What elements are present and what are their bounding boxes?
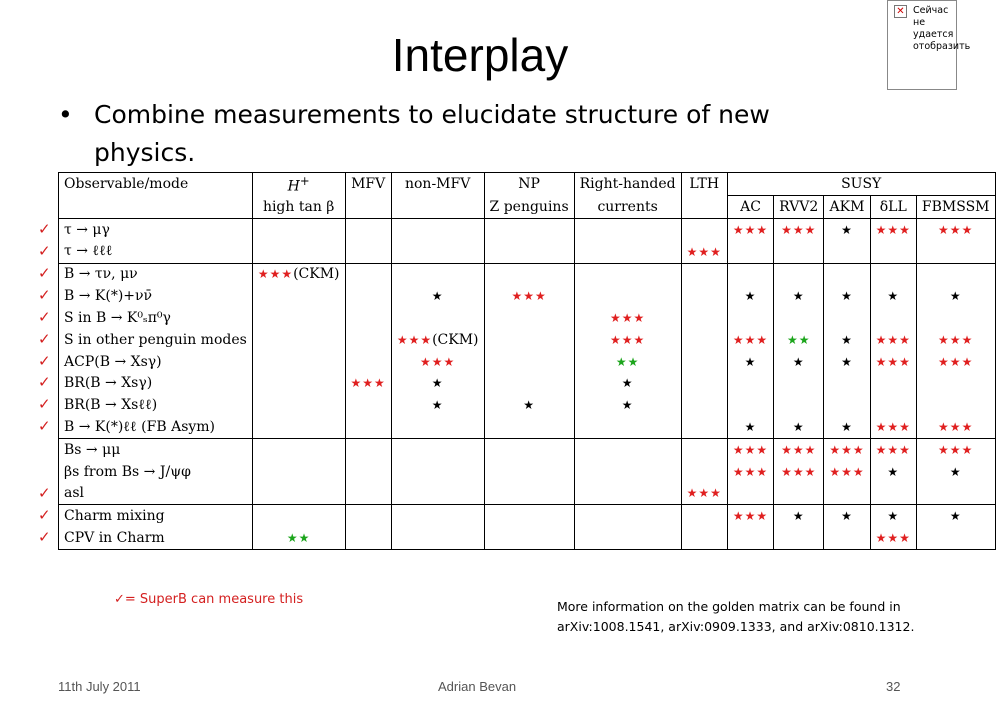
check-icon: ✓ <box>38 264 51 283</box>
rating-cell <box>824 329 870 351</box>
rating-cell <box>727 527 773 549</box>
rating-cell <box>681 241 727 263</box>
header-high-tan-beta: high tan β <box>252 196 345 219</box>
star-rating-icon: ★★★ <box>781 222 817 237</box>
observable-cell: B → τν, μν <box>59 263 253 285</box>
rating-cell <box>681 527 727 549</box>
star-rating-icon: ★★★ <box>420 354 456 369</box>
rating-cell <box>484 527 574 549</box>
check-icon: ✓ <box>38 219 51 238</box>
observable-cell: ACP(B → Xsγ) <box>59 351 253 373</box>
header-z-penguins: Z penguins <box>484 196 574 219</box>
rating-cell <box>484 241 574 263</box>
rating-cell <box>484 438 574 460</box>
check-icon: ✓ <box>38 286 51 305</box>
rating-cell <box>916 307 995 329</box>
rating-cell <box>824 307 870 329</box>
star-rating-icon: ★★★ <box>829 442 865 457</box>
check-icon: ✓ <box>38 506 51 524</box>
rating-cell <box>727 394 773 416</box>
table-row <box>59 307 996 329</box>
rating-cell <box>774 527 824 549</box>
rating-cell <box>345 394 391 416</box>
star-rating-icon: ★ <box>744 354 757 369</box>
rating-cell <box>727 285 773 307</box>
rating-cell <box>484 373 574 395</box>
rating-cell <box>484 461 574 483</box>
rating-cell <box>824 241 870 263</box>
star-rating-icon: ★★★ <box>875 531 911 546</box>
rating-cell <box>916 483 995 505</box>
table-header-row-1 <box>59 173 996 196</box>
star-rating-icon: ★★★ <box>875 354 911 369</box>
rating-cell <box>391 241 484 263</box>
rating-cell <box>870 461 916 483</box>
rating-cell <box>916 438 995 460</box>
rating-cell <box>252 373 345 395</box>
observable-cell: τ → μγ <box>59 219 253 241</box>
star-rating-icon: ★★ <box>615 354 640 369</box>
rating-cell <box>252 527 345 549</box>
rating-cell <box>574 285 681 307</box>
star-rating-icon: ★★★ <box>938 354 974 369</box>
rating-cell <box>916 241 995 263</box>
check-icon: ✓ <box>38 329 51 348</box>
rating-cell <box>870 285 916 307</box>
rating-cell <box>916 263 995 285</box>
star-rating-icon: ★ <box>949 289 962 304</box>
rating-cell <box>681 461 727 483</box>
rating-cell <box>774 483 824 505</box>
footer-page-number: 32 <box>886 679 901 694</box>
rating-cell <box>391 219 484 241</box>
check-icon: ✓ <box>38 351 51 370</box>
rating-cell <box>681 483 727 505</box>
rating-cell <box>681 394 727 416</box>
table-row <box>59 461 996 483</box>
rating-cell <box>774 438 824 460</box>
star-rating-icon: ★★★ <box>829 464 865 479</box>
rating-cell <box>824 285 870 307</box>
star-rating-icon: ★★★ <box>732 442 769 457</box>
observable-cell: BR(B → Xsγ) <box>59 373 253 395</box>
rating-cell <box>681 373 727 395</box>
star-rating-icon: ★ <box>949 509 962 524</box>
rating-cell <box>391 351 484 373</box>
rating-cell <box>681 285 727 307</box>
table-row <box>59 263 996 285</box>
rating-cell <box>345 483 391 505</box>
observable-cell: S in other penguin modes <box>59 329 253 351</box>
rating-cell <box>727 461 773 483</box>
header-akm: AKM <box>824 196 870 219</box>
golden-matrix-table <box>58 172 996 550</box>
rating-cell <box>870 394 916 416</box>
rating-cell <box>681 307 727 329</box>
observable-cell: βs from Bs → J/ψφ <box>59 461 253 483</box>
rating-cell <box>870 307 916 329</box>
header-ac: AC <box>727 196 773 219</box>
star-rating-icon: ★ <box>792 420 805 435</box>
rating-cell <box>727 263 773 285</box>
rating-cell <box>824 461 870 483</box>
star-rating-icon: ★ <box>621 376 634 391</box>
rating-cell <box>252 461 345 483</box>
rating-cell <box>916 416 995 438</box>
table-row <box>59 483 996 505</box>
check-icon: ✓ <box>38 373 51 392</box>
star-rating-icon: ★ <box>744 289 757 304</box>
rating-cell <box>681 505 727 527</box>
table-row <box>59 438 996 460</box>
observable-cell: B → K(*)ℓℓ (FB Asym) <box>59 416 253 438</box>
rating-cell <box>252 438 345 460</box>
rating-cell <box>774 263 824 285</box>
star-rating-icon: ★ <box>431 398 444 413</box>
rating-cell <box>484 505 574 527</box>
rating-cell <box>574 373 681 395</box>
rating-cell <box>345 285 391 307</box>
rating-cell <box>391 527 484 549</box>
rating-cell <box>574 219 681 241</box>
star-rating-icon: ★★★ <box>732 464 769 479</box>
rating-cell <box>391 285 484 307</box>
star-rating-icon: ★ <box>523 398 535 413</box>
star-rating-icon: ★ <box>841 354 853 369</box>
table-row <box>59 505 996 527</box>
rating-cell <box>574 241 681 263</box>
rating-cell <box>391 263 484 285</box>
rating-cell <box>870 438 916 460</box>
rating-cell <box>345 351 391 373</box>
rating-cell <box>484 219 574 241</box>
rating-cell <box>774 307 824 329</box>
rating-cell <box>391 505 484 527</box>
star-rating-icon: ★ <box>841 222 853 237</box>
rating-cell <box>252 307 345 329</box>
rating-cell <box>727 351 773 373</box>
rating-cell <box>391 416 484 438</box>
rating-cell <box>345 461 391 483</box>
rating-cell <box>870 329 916 351</box>
rating-cell <box>727 373 773 395</box>
star-rating-icon: ★ <box>621 398 634 413</box>
star-rating-icon: ★★★ <box>686 244 722 259</box>
star-rating-icon: ★★★ <box>396 332 433 347</box>
rating-cell <box>574 263 681 285</box>
check-icon: ✓ <box>38 483 51 502</box>
rating-cell <box>774 373 824 395</box>
rating-cell <box>824 483 870 505</box>
rating-cell <box>774 505 824 527</box>
star-rating-icon: ★ <box>949 464 962 479</box>
footer-author: Adrian Bevan <box>438 679 517 694</box>
table-row <box>59 527 996 549</box>
rating-cell <box>574 527 681 549</box>
star-rating-icon: ★★★ <box>732 509 769 524</box>
rating-cell <box>870 505 916 527</box>
rating-cell <box>574 438 681 460</box>
rating-cell <box>252 416 345 438</box>
star-rating-icon: ★★★ <box>875 222 911 237</box>
rating-cell <box>916 351 995 373</box>
rating-cell <box>824 394 870 416</box>
more-info-text: More information on the golden matrix can be found in arXiv:1008.1541, arXiv:0909.1333, and arXiv:0810.1312. <box>557 599 915 634</box>
observable-cell: Bs → μμ <box>59 438 253 460</box>
rating-cell <box>727 416 773 438</box>
rating-cell <box>681 329 727 351</box>
header-delta-ll: δLL <box>870 196 916 219</box>
slide-title: Interplay <box>391 29 569 81</box>
rating-cell <box>681 219 727 241</box>
star-rating-icon: ★ <box>744 420 757 435</box>
rating-cell <box>916 219 995 241</box>
star-rating-icon: ★★★ <box>511 289 547 304</box>
rating-cell <box>391 307 484 329</box>
star-rating-icon: ★ <box>431 376 444 391</box>
rating-cell <box>774 241 824 263</box>
star-rating-icon: ★★★ <box>257 267 294 282</box>
star-rating-icon: ★★★ <box>732 332 769 347</box>
rating-cell <box>824 416 870 438</box>
star-rating-icon: ★ <box>887 289 900 304</box>
rating-note: (CKM) <box>432 331 479 348</box>
rating-cell <box>824 263 870 285</box>
rating-cell <box>574 351 681 373</box>
broken-image-icon: ✕ <box>894 5 907 18</box>
observable-cell: CPV in Charm <box>59 527 253 549</box>
table-row <box>59 351 996 373</box>
rating-cell <box>345 373 391 395</box>
star-rating-icon: ★ <box>431 289 444 304</box>
star-rating-icon: ★★★ <box>875 332 911 347</box>
rating-cell <box>391 461 484 483</box>
rating-cell <box>774 351 824 373</box>
rating-cell <box>681 263 727 285</box>
rating-cell <box>727 241 773 263</box>
rating-cell <box>916 505 995 527</box>
rating-cell <box>345 527 391 549</box>
rating-cell <box>391 394 484 416</box>
rating-cell <box>252 285 345 307</box>
header-observable: Observable/mode <box>59 173 253 196</box>
star-rating-icon: ★★★ <box>609 311 646 326</box>
check-icon: ✓ <box>38 528 51 547</box>
observable-cell: S in B → K⁰ₛπ⁰γ <box>59 307 253 329</box>
star-rating-icon: ★ <box>887 464 900 479</box>
rating-cell <box>870 416 916 438</box>
rating-cell <box>484 329 574 351</box>
header-np: NP <box>484 173 574 196</box>
star-rating-icon: ★★ <box>786 332 811 347</box>
observable-cell: τ → ℓℓℓ <box>59 241 253 263</box>
star-rating-icon: ★★★ <box>732 222 769 237</box>
star-rating-icon: ★ <box>841 332 853 347</box>
rating-cell <box>870 351 916 373</box>
header-rvv2: RVV2 <box>774 196 824 219</box>
check-icon: ✓ <box>38 395 51 414</box>
rating-cell <box>574 483 681 505</box>
rating-cell <box>870 263 916 285</box>
table-row <box>59 219 996 241</box>
header-right-handed: Right-handed <box>574 173 681 196</box>
star-rating-icon: ★★★ <box>686 486 722 501</box>
star-rating-icon: ★★ <box>286 531 311 546</box>
rating-cell <box>824 373 870 395</box>
rating-cell <box>252 329 345 351</box>
rating-cell <box>774 219 824 241</box>
check-icon: ✓ <box>38 308 51 327</box>
placeholder-text: Сейчас не удается отобразить <box>913 5 971 52</box>
star-rating-icon: ★★★ <box>938 420 974 435</box>
rating-cell <box>727 505 773 527</box>
table-header-row-2 <box>59 196 996 219</box>
rating-cell <box>484 263 574 285</box>
table-row <box>59 241 996 263</box>
rating-cell <box>252 351 345 373</box>
rating-cell <box>824 438 870 460</box>
header-fbmssm: FBMSSM <box>916 196 995 219</box>
rating-cell <box>484 394 574 416</box>
rating-cell <box>774 394 824 416</box>
rating-cell <box>824 527 870 549</box>
check-icon: ✓ <box>38 417 51 436</box>
rating-cell <box>252 483 345 505</box>
star-rating-icon: ★ <box>792 289 805 304</box>
table-row <box>59 416 996 438</box>
rating-cell <box>727 219 773 241</box>
star-rating-icon: ★ <box>841 509 853 524</box>
rating-cell <box>916 285 995 307</box>
check-icon: ✓ <box>38 241 51 260</box>
rating-cell <box>391 438 484 460</box>
star-rating-icon: ★ <box>841 420 853 435</box>
star-rating-icon: ★★★ <box>938 442 974 457</box>
rating-cell <box>774 285 824 307</box>
rating-cell <box>727 438 773 460</box>
rating-cell <box>916 527 995 549</box>
star-rating-icon: ★★★ <box>781 464 817 479</box>
observable-cell: B → K(*)+νν̄ <box>59 285 253 307</box>
rating-cell <box>916 373 995 395</box>
rating-cell <box>345 505 391 527</box>
observable-cell: Charm mixing <box>59 505 253 527</box>
rating-cell <box>345 241 391 263</box>
rating-note: (CKM) <box>293 266 340 283</box>
table-row <box>59 373 996 395</box>
rating-cell <box>391 373 484 395</box>
rating-cell <box>916 394 995 416</box>
rating-cell <box>774 416 824 438</box>
rating-cell <box>484 307 574 329</box>
bullet-text: Combine measurements to elucidate structure of new physics. <box>94 100 770 167</box>
rating-cell <box>345 263 391 285</box>
rating-cell <box>727 483 773 505</box>
header-mfv: MFV <box>345 173 391 196</box>
rating-cell <box>252 241 345 263</box>
star-rating-icon: ★★★ <box>875 420 911 435</box>
legend-text: ✓= SuperB can measure this <box>114 592 304 607</box>
rating-cell <box>484 416 574 438</box>
rating-cell <box>345 329 391 351</box>
rating-cell <box>252 394 345 416</box>
header-non-mfv: non-MFV <box>391 173 484 196</box>
rating-cell <box>824 219 870 241</box>
header-h-plus: H+ <box>252 173 345 196</box>
rating-cell <box>870 483 916 505</box>
rating-cell <box>574 329 681 351</box>
rating-cell <box>681 351 727 373</box>
observable-cell: asl <box>59 483 253 505</box>
rating-cell <box>727 307 773 329</box>
table-row <box>59 285 996 307</box>
rating-cell <box>252 263 345 285</box>
star-rating-icon: ★★★ <box>781 442 817 457</box>
rating-cell <box>774 329 824 351</box>
header-susy: SUSY <box>727 173 995 196</box>
star-rating-icon: ★★★ <box>938 332 974 347</box>
rating-cell <box>391 483 484 505</box>
rating-cell <box>574 307 681 329</box>
rating-cell <box>870 527 916 549</box>
rating-cell <box>252 505 345 527</box>
rating-cell <box>345 416 391 438</box>
table-row <box>59 394 996 416</box>
rating-cell <box>391 329 484 351</box>
rating-cell <box>574 416 681 438</box>
header-currents: currents <box>574 196 681 219</box>
rating-cell <box>727 329 773 351</box>
rating-cell <box>916 329 995 351</box>
rating-cell <box>824 505 870 527</box>
star-rating-icon: ★ <box>792 509 805 524</box>
rating-cell <box>345 438 391 460</box>
rating-cell <box>870 241 916 263</box>
rating-cell <box>574 461 681 483</box>
rating-cell <box>774 461 824 483</box>
rating-cell <box>574 505 681 527</box>
rating-cell <box>824 351 870 373</box>
rating-cell <box>681 438 727 460</box>
rating-cell <box>484 483 574 505</box>
star-rating-icon: ★★★ <box>609 332 646 347</box>
bullet-point <box>58 96 818 172</box>
rating-cell <box>345 219 391 241</box>
rating-cell <box>345 307 391 329</box>
star-rating-icon: ★★★ <box>875 442 911 457</box>
table-row <box>59 329 996 351</box>
bullet-dot: • <box>58 100 73 129</box>
star-rating-icon: ★ <box>887 509 900 524</box>
star-rating-icon: ★★★ <box>350 376 386 391</box>
rating-cell <box>252 219 345 241</box>
rating-cell <box>916 461 995 483</box>
image-placeholder <box>887 0 971 90</box>
star-rating-icon: ★★★ <box>938 222 974 237</box>
observable-cell: BR(B → Xsℓℓ) <box>59 394 253 416</box>
star-rating-icon: ★ <box>792 354 805 369</box>
footer-date: 11th July 2011 <box>58 679 141 694</box>
rating-cell <box>870 373 916 395</box>
rating-cell <box>681 416 727 438</box>
header-lth: LTH <box>681 173 727 196</box>
rating-cell <box>574 394 681 416</box>
star-rating-icon: ★ <box>841 289 853 304</box>
rating-cell <box>484 285 574 307</box>
rating-cell <box>870 219 916 241</box>
rating-cell <box>484 351 574 373</box>
